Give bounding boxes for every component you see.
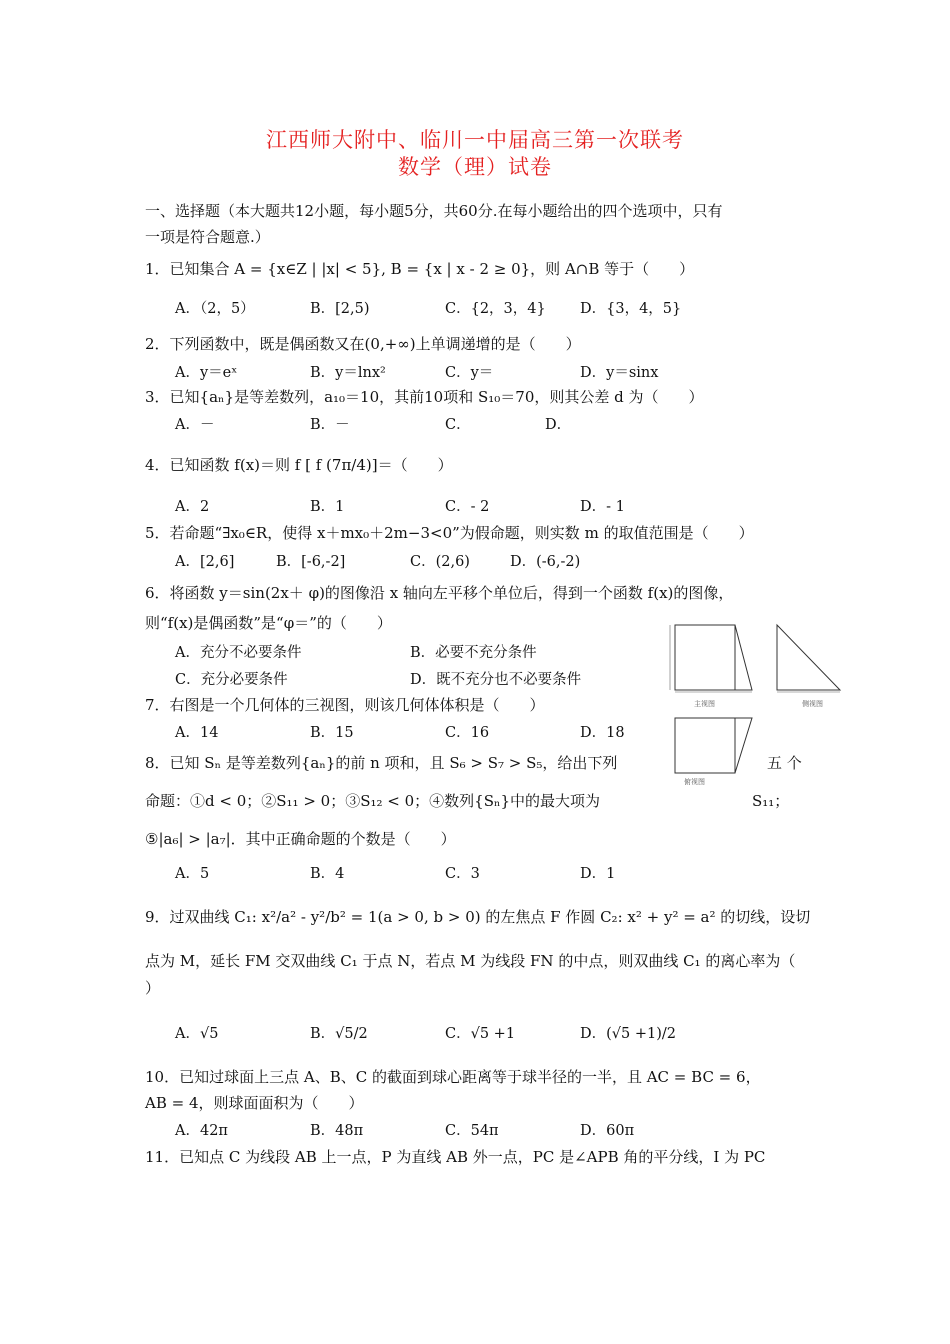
q1-option-c: C．{2，3，4} bbox=[445, 301, 546, 317]
section-intro-line1: 一、选择题（本大题共12小题，每小题5分，共60分.在每小题给出的四个选项中，只有 bbox=[145, 202, 723, 220]
q9-option-c: C．√5 +1 bbox=[445, 1026, 516, 1042]
question-2-text: 2．下列函数中，既是偶函数又在(0,+∞)上单调递增的是（ ） bbox=[145, 335, 581, 353]
q8-option-a: A．5 bbox=[175, 866, 210, 882]
q2-option-c: C．y＝ bbox=[445, 365, 494, 381]
q1-option-a: A．（2，5） bbox=[175, 301, 255, 317]
three-view-figure bbox=[662, 620, 852, 790]
q10-option-d: D．60π bbox=[580, 1123, 635, 1139]
top-view bbox=[675, 718, 752, 786]
side-view-label: 侧视图 bbox=[802, 700, 823, 708]
q8-option-d: D．1 bbox=[580, 866, 616, 882]
q4-option-d: D．- 1 bbox=[580, 499, 625, 515]
question-10-text-line2: AB = 4，则球面面积为（ ） bbox=[145, 1094, 364, 1112]
q8-option-c: C．3 bbox=[445, 866, 480, 882]
question-6-text-line1: 6．将函数 y＝sin(2x＋ φ)的图像沿 x 轴向左平移个单位后，得到一个函数 f(x)的图像， bbox=[145, 584, 734, 602]
q7-option-b: B．15 bbox=[310, 725, 354, 741]
q10-option-b: B．48π bbox=[310, 1123, 364, 1139]
question-8-text-tail1: 五 个 bbox=[767, 754, 802, 772]
question-7-text: 7．右图是一个几何体的三视图，则该几何体体积是（ ） bbox=[145, 696, 545, 714]
q5-option-a: A．[2,6] bbox=[175, 554, 235, 570]
side-view bbox=[777, 625, 840, 708]
question-10-text-line1: 10．已知过球面上三点 A、B、C 的截面到球心距离等于球半径的一半，且 AC = BC = 6， bbox=[145, 1068, 761, 1086]
exam-title: 江西师大附中、临川一中届高三第一次联考 bbox=[266, 128, 684, 152]
q3-option-a: A．－ bbox=[175, 417, 215, 433]
question-8-text-line2: 命题：①d < 0；②S₁₁ > 0；③S₁₂ < 0；④数列{Sₙ}中的最大项为 bbox=[145, 792, 601, 810]
q10-option-c: C．54π bbox=[445, 1123, 499, 1139]
question-5-text: 5．若命题“∃x₀∈R，使得 x＋mx₀＋2m−3<0”为假命题，则实数 m 的取值范围是（ ） bbox=[145, 524, 754, 542]
exam-subtitle: 数学（理）试卷 bbox=[398, 155, 552, 179]
question-9-text-line2: 点为 M，延长 FM 交双曲线 C₁ 于点 N，若点 M 为线段 FN 的中点，则双曲线 C₁ 的离心率为（ bbox=[145, 952, 796, 970]
question-8-text-tail2: S₁₁； bbox=[752, 792, 790, 810]
q9-option-b: B．√5/2 bbox=[310, 1026, 368, 1042]
front-view bbox=[670, 625, 752, 708]
q7-option-d: D．18 bbox=[580, 725, 625, 741]
q6-option-d: D．既不充分也不必要条件 bbox=[410, 672, 582, 688]
question-3-text: 3．已知{aₙ}是等差数列，a₁₀＝10，其前10项和 S₁₀＝70，则其公差 d 为（ ） bbox=[145, 388, 704, 406]
q4-option-a: A．2 bbox=[175, 499, 210, 515]
q7-option-c: C．16 bbox=[445, 725, 490, 741]
q9-option-d: D．(√5 +1)/2 bbox=[580, 1026, 676, 1042]
q3-option-b: B．－ bbox=[310, 417, 350, 433]
q3-option-d: D． bbox=[545, 417, 572, 433]
q4-option-c: C．- 2 bbox=[445, 499, 490, 515]
q3-option-c: C． bbox=[445, 417, 471, 433]
question-4-text: 4．已知函数 f(x)＝则 f [ f (7π/4)]＝（ ） bbox=[145, 456, 453, 474]
question-11-text: 11．已知点 C 为线段 AB 上一点，P 为直线 AB 外一点，PC 是∠APB 角的平分线，I 为 PC bbox=[145, 1148, 766, 1166]
q1-option-d: D．{3，4，5} bbox=[580, 301, 682, 317]
question-1-text: 1．已知集合 A = {x∈Z | |x| < 5}, B = {x | x - 2 ≥ 0}，则 A∩B 等于（ ） bbox=[145, 260, 695, 278]
q2-option-d: D．y＝sinx bbox=[580, 365, 659, 381]
q6-option-a: A．充分不必要条件 bbox=[175, 645, 302, 661]
q6-option-b: B．必要不充分条件 bbox=[410, 645, 537, 661]
q10-option-a: A．42π bbox=[175, 1123, 228, 1139]
front-view-label: 主视图 bbox=[694, 700, 715, 708]
q1-option-b: B．[2,5) bbox=[310, 301, 370, 317]
question-8-text-line3: ⑤|a₆| > |a₇|．其中正确命题的个数是（ ） bbox=[145, 830, 456, 848]
question-8-text-line1: 8．已知 Sₙ 是等差数列{aₙ}的前 n 项和，且 S₆ > S₇ > S₅，给出下列 bbox=[145, 754, 618, 772]
question-9-text-line1: 9．过双曲线 C₁: x²/a² - y²/b² = 1(a > 0, b > 0) 的左焦点 F 作圆 C₂: x² + y² = a² 的切线，设切 bbox=[145, 908, 811, 926]
question-6-text-line2: 则“f(x)是偶函数”是“φ＝”的（ ） bbox=[145, 614, 392, 632]
q2-option-a: A．y＝eˣ bbox=[175, 365, 238, 381]
section-intro-line2: 一项是符合题意.） bbox=[145, 228, 270, 246]
q5-option-b: B．[-6,-2] bbox=[276, 554, 346, 570]
q7-option-a: A．14 bbox=[175, 725, 219, 741]
question-9-text-line3: ） bbox=[145, 979, 161, 997]
q8-option-b: B．4 bbox=[310, 866, 345, 882]
q2-option-b: B．y＝lnx² bbox=[310, 365, 386, 381]
q9-option-a: A．√5 bbox=[175, 1026, 219, 1042]
top-view-label: 俯视图 bbox=[684, 778, 705, 786]
q6-option-c: C．充分必要条件 bbox=[175, 672, 288, 688]
q4-option-b: B．1 bbox=[310, 499, 345, 515]
q5-option-c: C．(2,6) bbox=[410, 554, 470, 570]
q5-option-d: D．(-6,-2) bbox=[510, 554, 581, 570]
